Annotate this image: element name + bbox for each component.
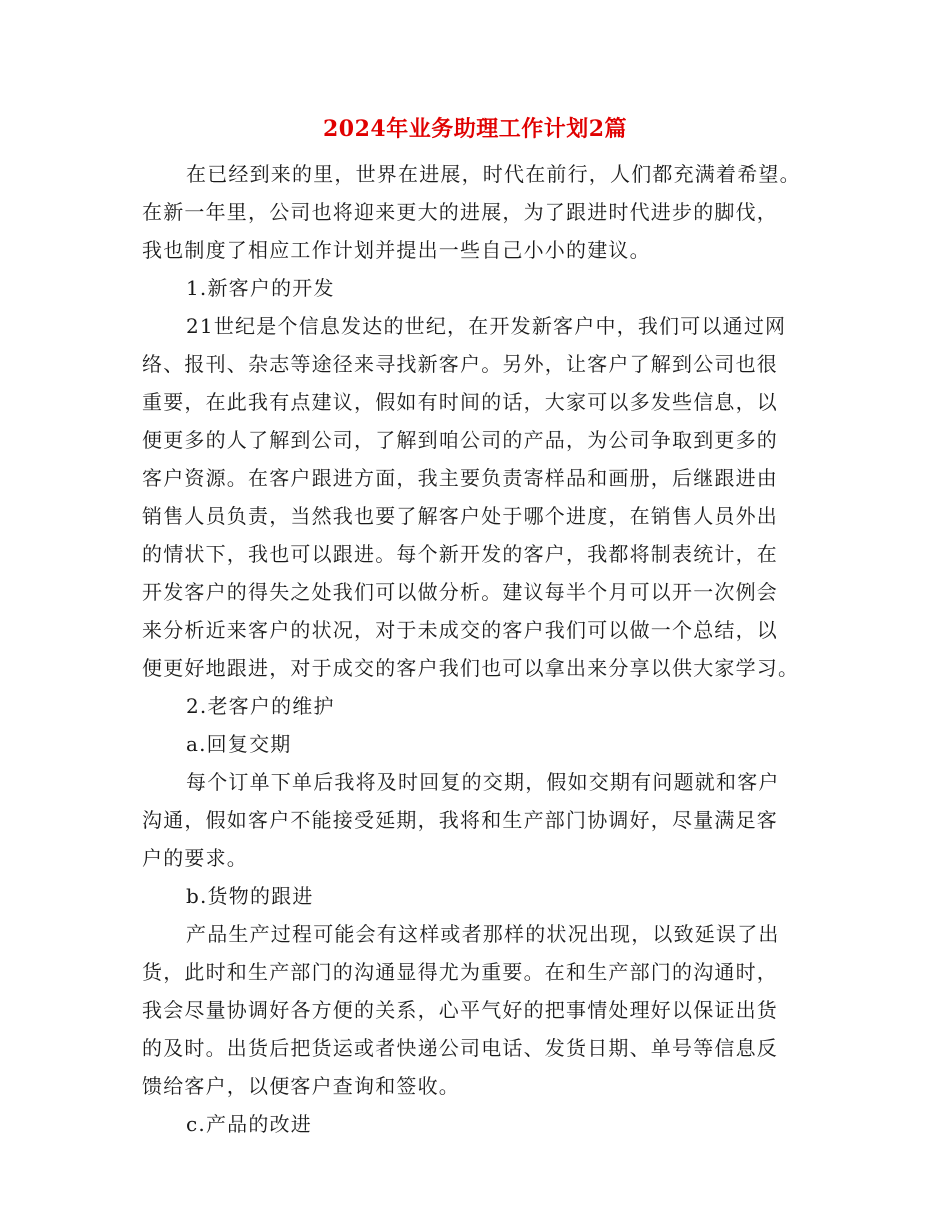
- paragraph-line: 沟通，假如客户不能接受延期，我将和生产部门协调好，尽量满足客: [142, 808, 778, 832]
- document-title: 2024年业务助理工作计划2篇: [322, 116, 628, 142]
- paragraph-line: 馈给客户，以便客户查询和签收。: [142, 1074, 460, 1098]
- subsection-heading: a.回复交期: [186, 732, 292, 756]
- paragraph-line: 在新一年里，公司也将迎来更大的进展，为了跟进时代进步的脚伐，: [142, 200, 778, 224]
- paragraph-line: 产品生产过程可能会有这样或者那样的状况出现，以致延误了出: [186, 922, 780, 946]
- paragraph-line: 销售人员负责，当然我也要了解客户处于哪个进度，在销售人员外出: [142, 504, 778, 528]
- paragraph-line: 来分析近来客户的状况，对于未成交的客户我们可以做一个总结，以: [142, 618, 778, 642]
- paragraph-line: 便更好地跟进，对于成交的客户我们也可以拿出来分享以供大家学习。: [142, 656, 800, 680]
- paragraph-line: 每个订单下单后我将及时回复的交期，假如交期有问题就和客户: [186, 770, 780, 794]
- paragraph-line: 在已经到来的里，世界在进展，时代在前行，人们都充满着希望。: [186, 162, 801, 186]
- paragraph-line: 21世纪是个信息发达的世纪，在开发新客户中，我们可以通过网: [186, 314, 787, 338]
- paragraph-line: 我也制度了相应工作计划并提出一些自己小小的建议。: [142, 238, 651, 262]
- section-heading: 1.新客户的开发: [186, 276, 335, 300]
- paragraph-line: 货，此时和生产部门的沟通显得尤为重要。在和生产部门的沟通时，: [142, 960, 778, 984]
- paragraph-line: 便更多的人了解到公司，了解到咱公司的产品，为公司争取到更多的: [142, 428, 778, 452]
- paragraph-line: 客户资源。在客户跟进方面，我主要负责寄样品和画册，后继跟进由: [142, 466, 778, 490]
- section-heading: 2.老客户的维护: [186, 694, 335, 718]
- paragraph-line: 的及时。出货后把货运或者快递公司电话、发货日期、单号等信息反: [142, 1036, 778, 1060]
- paragraph-line: 我会尽量协调好各方便的关系，心平气好的把事情处理好以保证出货: [142, 998, 778, 1022]
- paragraph-line: 重要，在此我有点建议，假如有时间的话，大家可以多发些信息，以: [142, 390, 778, 414]
- paragraph-line: 络、报刊、杂志等途径来寻找新客户。另外，让客户了解到公司也很: [142, 352, 778, 376]
- subsection-heading: b.货物的跟进: [186, 884, 314, 908]
- subsection-heading: c.产品的改进: [186, 1112, 312, 1136]
- paragraph-line: 的情状下，我也可以跟进。每个新开发的客户，我都将制表统计，在: [142, 542, 778, 566]
- document-body: [142, 155, 822, 1143]
- paragraph-line: 户的要求。: [142, 846, 248, 870]
- paragraph-line: 开发客户的得失之处我们可以做分析。建议每半个月可以开一次例会: [142, 580, 778, 604]
